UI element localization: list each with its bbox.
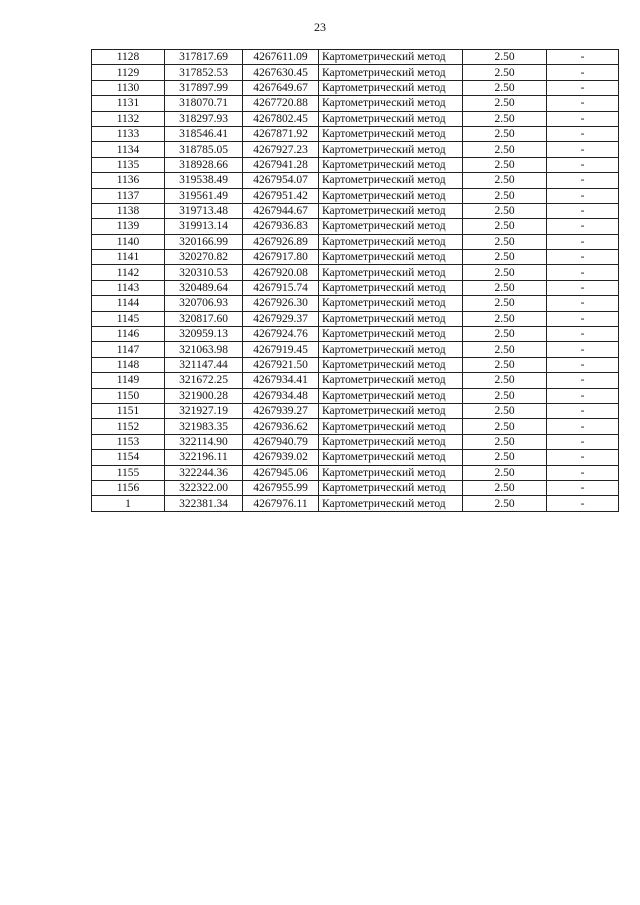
point-number-cell: 1131 bbox=[92, 96, 165, 111]
accuracy-cell: 2.50 bbox=[463, 65, 547, 80]
x-coordinate-cell: 318785.05 bbox=[165, 142, 243, 157]
note-cell: - bbox=[547, 434, 619, 449]
point-number-cell: 1142 bbox=[92, 265, 165, 280]
x-coordinate-cell: 321672.25 bbox=[165, 373, 243, 388]
method-cell: Картометрический метод bbox=[319, 403, 463, 418]
accuracy-cell: 2.50 bbox=[463, 311, 547, 326]
accuracy-cell: 2.50 bbox=[463, 157, 547, 172]
note-cell: - bbox=[547, 142, 619, 157]
x-coordinate-cell: 320166.99 bbox=[165, 234, 243, 249]
method-cell: Картометрический метод bbox=[319, 173, 463, 188]
y-coordinate-cell: 4267917.80 bbox=[243, 250, 319, 265]
note-cell: - bbox=[547, 388, 619, 403]
note-cell: - bbox=[547, 419, 619, 434]
note-cell: - bbox=[547, 188, 619, 203]
table-row bbox=[92, 250, 619, 265]
note-cell: - bbox=[547, 203, 619, 218]
table-row bbox=[92, 234, 619, 249]
table-row bbox=[92, 465, 619, 480]
table-row bbox=[92, 327, 619, 342]
accuracy-cell: 2.50 bbox=[463, 373, 547, 388]
method-cell: Картометрический метод bbox=[319, 234, 463, 249]
method-cell: Картометрический метод bbox=[319, 434, 463, 449]
point-number-cell: 1148 bbox=[92, 357, 165, 372]
x-coordinate-cell: 322114.90 bbox=[165, 434, 243, 449]
y-coordinate-cell: 4267934.48 bbox=[243, 388, 319, 403]
point-number-cell: 1146 bbox=[92, 327, 165, 342]
y-coordinate-cell: 4267871.92 bbox=[243, 126, 319, 141]
point-number-cell: 1156 bbox=[92, 480, 165, 495]
y-coordinate-cell: 4267926.30 bbox=[243, 296, 319, 311]
accuracy-cell: 2.50 bbox=[463, 327, 547, 342]
table-row bbox=[92, 403, 619, 418]
table-row bbox=[92, 111, 619, 126]
accuracy-cell: 2.50 bbox=[463, 465, 547, 480]
table-row bbox=[92, 265, 619, 280]
method-cell: Картометрический метод bbox=[319, 296, 463, 311]
table-row bbox=[92, 280, 619, 295]
x-coordinate-cell: 320959.13 bbox=[165, 327, 243, 342]
point-number-cell: 1141 bbox=[92, 250, 165, 265]
point-number-cell: 1128 bbox=[92, 50, 165, 65]
point-number-cell: 1150 bbox=[92, 388, 165, 403]
table-row bbox=[92, 157, 619, 172]
x-coordinate-cell: 322244.36 bbox=[165, 465, 243, 480]
method-cell: Картометрический метод bbox=[319, 157, 463, 172]
y-coordinate-cell: 4267936.83 bbox=[243, 219, 319, 234]
table-row bbox=[92, 142, 619, 157]
y-coordinate-cell: 4267929.37 bbox=[243, 311, 319, 326]
table-row bbox=[92, 357, 619, 372]
table-row bbox=[92, 296, 619, 311]
method-cell: Картометрический метод bbox=[319, 126, 463, 141]
method-cell: Картометрический метод bbox=[319, 450, 463, 465]
point-number-cell: 1132 bbox=[92, 111, 165, 126]
y-coordinate-cell: 4267802.45 bbox=[243, 111, 319, 126]
note-cell: - bbox=[547, 219, 619, 234]
x-coordinate-cell: 320489.64 bbox=[165, 280, 243, 295]
x-coordinate-cell: 317897.99 bbox=[165, 80, 243, 95]
note-cell: - bbox=[547, 373, 619, 388]
table-row bbox=[92, 496, 619, 511]
y-coordinate-cell: 4267944.67 bbox=[243, 203, 319, 218]
accuracy-cell: 2.50 bbox=[463, 357, 547, 372]
table-row bbox=[92, 480, 619, 495]
accuracy-cell: 2.50 bbox=[463, 403, 547, 418]
note-cell: - bbox=[547, 111, 619, 126]
method-cell: Картометрический метод bbox=[319, 342, 463, 357]
method-cell: Картометрический метод bbox=[319, 219, 463, 234]
x-coordinate-cell: 319561.49 bbox=[165, 188, 243, 203]
y-coordinate-cell: 4267924.76 bbox=[243, 327, 319, 342]
point-number-cell: 1153 bbox=[92, 434, 165, 449]
method-cell: Картометрический метод bbox=[319, 465, 463, 480]
y-coordinate-cell: 4267976.11 bbox=[243, 496, 319, 511]
x-coordinate-cell: 321063.98 bbox=[165, 342, 243, 357]
coordinates-table-body bbox=[92, 50, 619, 512]
note-cell: - bbox=[547, 50, 619, 65]
table-row bbox=[92, 96, 619, 111]
x-coordinate-cell: 318928.66 bbox=[165, 157, 243, 172]
point-number-cell: 1151 bbox=[92, 403, 165, 418]
table-row bbox=[92, 219, 619, 234]
y-coordinate-cell: 4267941.28 bbox=[243, 157, 319, 172]
accuracy-cell: 2.50 bbox=[463, 234, 547, 249]
table-row bbox=[92, 373, 619, 388]
method-cell: Картометрический метод bbox=[319, 373, 463, 388]
point-number-cell: 1143 bbox=[92, 280, 165, 295]
y-coordinate-cell: 4267920.08 bbox=[243, 265, 319, 280]
note-cell: - bbox=[547, 496, 619, 511]
point-number-cell: 1134 bbox=[92, 142, 165, 157]
method-cell: Картометрический метод bbox=[319, 388, 463, 403]
point-number-cell: 1154 bbox=[92, 450, 165, 465]
x-coordinate-cell: 318297.93 bbox=[165, 111, 243, 126]
x-coordinate-cell: 322322.00 bbox=[165, 480, 243, 495]
y-coordinate-cell: 4267939.02 bbox=[243, 450, 319, 465]
coordinates-table bbox=[91, 49, 619, 512]
table-row bbox=[92, 419, 619, 434]
x-coordinate-cell: 320310.53 bbox=[165, 265, 243, 280]
method-cell: Картометрический метод bbox=[319, 357, 463, 372]
table-row bbox=[92, 342, 619, 357]
y-coordinate-cell: 4267649.67 bbox=[243, 80, 319, 95]
note-cell: - bbox=[547, 357, 619, 372]
accuracy-cell: 2.50 bbox=[463, 50, 547, 65]
x-coordinate-cell: 322381.34 bbox=[165, 496, 243, 511]
point-number-cell: 1 bbox=[92, 496, 165, 511]
table-row bbox=[92, 188, 619, 203]
method-cell: Картометрический метод bbox=[319, 65, 463, 80]
method-cell: Картометрический метод bbox=[319, 280, 463, 295]
y-coordinate-cell: 4267919.45 bbox=[243, 342, 319, 357]
x-coordinate-cell: 321147.44 bbox=[165, 357, 243, 372]
x-coordinate-cell: 317852.53 bbox=[165, 65, 243, 80]
x-coordinate-cell: 321900.28 bbox=[165, 388, 243, 403]
note-cell: - bbox=[547, 280, 619, 295]
accuracy-cell: 2.50 bbox=[463, 111, 547, 126]
method-cell: Картометрический метод bbox=[319, 111, 463, 126]
x-coordinate-cell: 318546.41 bbox=[165, 126, 243, 141]
note-cell: - bbox=[547, 96, 619, 111]
y-coordinate-cell: 4267936.62 bbox=[243, 419, 319, 434]
accuracy-cell: 2.50 bbox=[463, 296, 547, 311]
note-cell: - bbox=[547, 157, 619, 172]
point-number-cell: 1152 bbox=[92, 419, 165, 434]
method-cell: Картометрический метод bbox=[319, 265, 463, 280]
y-coordinate-cell: 4267630.45 bbox=[243, 65, 319, 80]
method-cell: Картометрический метод bbox=[319, 50, 463, 65]
accuracy-cell: 2.50 bbox=[463, 203, 547, 218]
x-coordinate-cell: 319538.49 bbox=[165, 173, 243, 188]
point-number-cell: 1145 bbox=[92, 311, 165, 326]
method-cell: Картометрический метод bbox=[319, 203, 463, 218]
accuracy-cell: 2.50 bbox=[463, 219, 547, 234]
note-cell: - bbox=[547, 234, 619, 249]
x-coordinate-cell: 321927.19 bbox=[165, 403, 243, 418]
accuracy-cell: 2.50 bbox=[463, 434, 547, 449]
point-number-cell: 1144 bbox=[92, 296, 165, 311]
note-cell: - bbox=[547, 65, 619, 80]
x-coordinate-cell: 317817.69 bbox=[165, 50, 243, 65]
method-cell: Картометрический метод bbox=[319, 419, 463, 434]
y-coordinate-cell: 4267955.99 bbox=[243, 480, 319, 495]
accuracy-cell: 2.50 bbox=[463, 450, 547, 465]
x-coordinate-cell: 320706.93 bbox=[165, 296, 243, 311]
x-coordinate-cell: 320817.60 bbox=[165, 311, 243, 326]
x-coordinate-cell: 318070.71 bbox=[165, 96, 243, 111]
note-cell: - bbox=[547, 296, 619, 311]
y-coordinate-cell: 4267939.27 bbox=[243, 403, 319, 418]
point-number-cell: 1138 bbox=[92, 203, 165, 218]
y-coordinate-cell: 4267940.79 bbox=[243, 434, 319, 449]
y-coordinate-cell: 4267954.07 bbox=[243, 173, 319, 188]
accuracy-cell: 2.50 bbox=[463, 265, 547, 280]
y-coordinate-cell: 4267611.09 bbox=[243, 50, 319, 65]
method-cell: Картометрический метод bbox=[319, 250, 463, 265]
table-row bbox=[92, 311, 619, 326]
note-cell: - bbox=[547, 80, 619, 95]
note-cell: - bbox=[547, 480, 619, 495]
note-cell: - bbox=[547, 126, 619, 141]
y-coordinate-cell: 4267927.23 bbox=[243, 142, 319, 157]
accuracy-cell: 2.50 bbox=[463, 126, 547, 141]
point-number-cell: 1137 bbox=[92, 188, 165, 203]
accuracy-cell: 2.50 bbox=[463, 280, 547, 295]
y-coordinate-cell: 4267921.50 bbox=[243, 357, 319, 372]
accuracy-cell: 2.50 bbox=[463, 173, 547, 188]
point-number-cell: 1155 bbox=[92, 465, 165, 480]
table-row bbox=[92, 450, 619, 465]
note-cell: - bbox=[547, 173, 619, 188]
x-coordinate-cell: 321983.35 bbox=[165, 419, 243, 434]
x-coordinate-cell: 320270.82 bbox=[165, 250, 243, 265]
note-cell: - bbox=[547, 311, 619, 326]
point-number-cell: 1140 bbox=[92, 234, 165, 249]
accuracy-cell: 2.50 bbox=[463, 188, 547, 203]
point-number-cell: 1136 bbox=[92, 173, 165, 188]
table-row bbox=[92, 434, 619, 449]
y-coordinate-cell: 4267915.74 bbox=[243, 280, 319, 295]
point-number-cell: 1130 bbox=[92, 80, 165, 95]
note-cell: - bbox=[547, 403, 619, 418]
point-number-cell: 1149 bbox=[92, 373, 165, 388]
accuracy-cell: 2.50 bbox=[463, 419, 547, 434]
y-coordinate-cell: 4267945.06 bbox=[243, 465, 319, 480]
table-row bbox=[92, 80, 619, 95]
method-cell: Картометрический метод bbox=[319, 142, 463, 157]
y-coordinate-cell: 4267951.42 bbox=[243, 188, 319, 203]
x-coordinate-cell: 319713.48 bbox=[165, 203, 243, 218]
method-cell: Картометрический метод bbox=[319, 311, 463, 326]
accuracy-cell: 2.50 bbox=[463, 142, 547, 157]
note-cell: - bbox=[547, 450, 619, 465]
method-cell: Картометрический метод bbox=[319, 480, 463, 495]
note-cell: - bbox=[547, 250, 619, 265]
point-number-cell: 1135 bbox=[92, 157, 165, 172]
table-row bbox=[92, 50, 619, 65]
accuracy-cell: 2.50 bbox=[463, 496, 547, 511]
y-coordinate-cell: 4267720.88 bbox=[243, 96, 319, 111]
note-cell: - bbox=[547, 465, 619, 480]
method-cell: Картометрический метод bbox=[319, 96, 463, 111]
point-number-cell: 1129 bbox=[92, 65, 165, 80]
x-coordinate-cell: 319913.14 bbox=[165, 219, 243, 234]
table-row bbox=[92, 388, 619, 403]
accuracy-cell: 2.50 bbox=[463, 80, 547, 95]
table-row bbox=[92, 126, 619, 141]
point-number-cell: 1133 bbox=[92, 126, 165, 141]
page-number: 23 bbox=[314, 20, 326, 34]
point-number-cell: 1147 bbox=[92, 342, 165, 357]
accuracy-cell: 2.50 bbox=[463, 388, 547, 403]
method-cell: Картометрический метод bbox=[319, 188, 463, 203]
table-row bbox=[92, 203, 619, 218]
table-row bbox=[92, 65, 619, 80]
note-cell: - bbox=[547, 265, 619, 280]
method-cell: Картометрический метод bbox=[319, 327, 463, 342]
x-coordinate-cell: 322196.11 bbox=[165, 450, 243, 465]
accuracy-cell: 2.50 bbox=[463, 96, 547, 111]
accuracy-cell: 2.50 bbox=[463, 342, 547, 357]
y-coordinate-cell: 4267934.41 bbox=[243, 373, 319, 388]
accuracy-cell: 2.50 bbox=[463, 480, 547, 495]
note-cell: - bbox=[547, 342, 619, 357]
point-number-cell: 1139 bbox=[92, 219, 165, 234]
method-cell: Картометрический метод bbox=[319, 496, 463, 511]
note-cell: - bbox=[547, 327, 619, 342]
table-row bbox=[92, 173, 619, 188]
method-cell: Картометрический метод bbox=[319, 80, 463, 95]
y-coordinate-cell: 4267926.89 bbox=[243, 234, 319, 249]
accuracy-cell: 2.50 bbox=[463, 250, 547, 265]
